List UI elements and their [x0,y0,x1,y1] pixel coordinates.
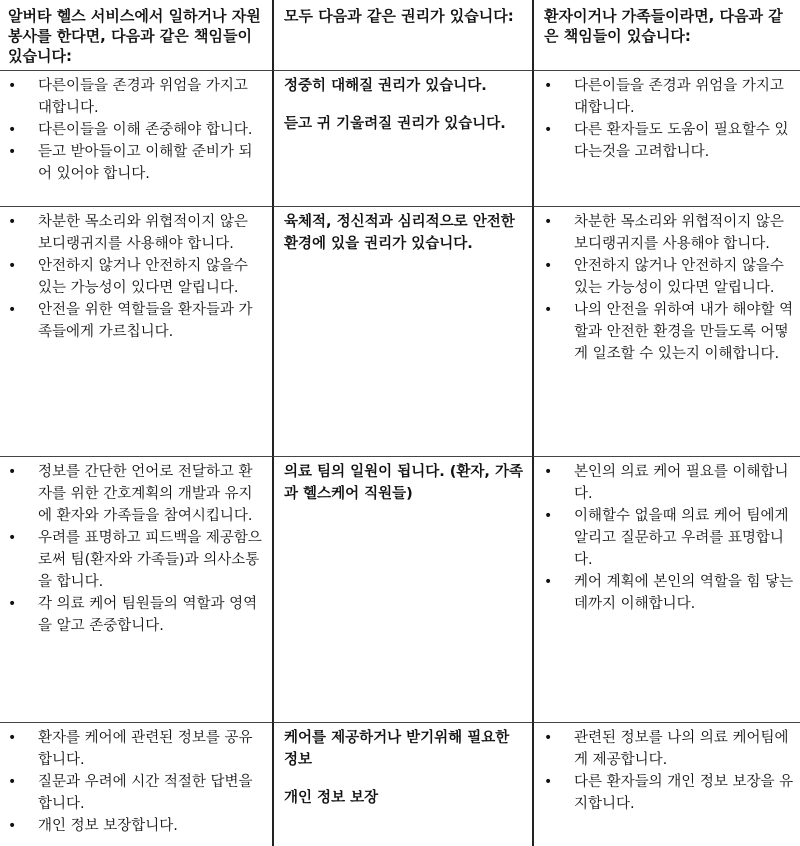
row2-patient [532,206,800,456]
row1-rights [272,70,532,206]
row1-patient [532,70,800,206]
list-item: • 케어 계획에 본인의 역할을 힘 닿는 데까지 이해합니다. [544,571,794,615]
list-item: • 안전하지 않거나 안전하지 않을수 있는 가능성이 있다면 알립니다. [8,255,266,299]
row3-staff [0,456,272,722]
list-item: • 차분한 목소리와 위협적이지 않은 보디랭귀지를 사용해야 합니다. [8,211,266,255]
list-item: • 본인의 의료 케어 필요를 이해합니다. [544,461,794,505]
row2-staff [0,206,272,456]
list-item: • 질문과 우려에 시간 적절한 답변을 합니다. [8,771,266,815]
list-item: • 안전하지 않거나 안전하지 않을수 있는 가능성이 있다면 알립니다. [544,255,794,299]
row1-staff [0,70,272,206]
list-item: • 환자를 케어에 관련된 정보를 공유합니다. [8,727,266,771]
list-item: • 다른이들을 이해 존중해야 합니다. [8,119,266,141]
list-item: • 나의 안전을 위하여 내가 해야할 역할과 안전한 환경을 만들도록 어떻게 일조할 수 있는지 이해합니다. [544,299,794,365]
right-text: 의료 팀의 일원이 됩니다. (환자, 가족과 헬스케어 직원들) [284,464,523,502]
row4-rights [272,722,532,846]
row4-staff [0,722,272,846]
row3-rights [272,456,532,722]
header-rights: 모두 다음과 같은 권리가 있습니다: [272,0,532,70]
list-item: • 각 의료 케어 팀원들의 역할과 영역을 알고 존중합니다. [8,593,266,637]
right-text: 개인 정보 보장 [284,790,379,806]
list-item: • 개인 정보 보장합니다. [8,815,266,837]
row2-rights [272,206,532,456]
list-item: • 다른이들을 존경과 위엄을 가지고 대합니다. [544,75,794,119]
header-patient: 환자이거나 가족들이라면, 다음과 같은 책임들이 있습니다: [532,0,800,70]
right-text: 듣고 귀 기울려질 권리가 있습니다. [284,116,506,132]
right-text: 케어를 제공하거나 받기위해 필요한 정보 [284,730,510,768]
list-item: • 관련된 정보를 나의 의료 케어팀에게 제공합니다. [544,727,794,771]
row3-patient [532,456,800,722]
row4-patient [532,722,800,846]
list-item: • 이해할수 없을때 의료 케어 팀에게 알리고 질문하고 우려를 표명합니다. [544,505,794,571]
list-item: • 듣고 받아들이고 이해할 준비가 되어 있어야 합니다. [8,141,266,185]
list-item: • 다른 환자들의 개인 정보 보장을 유지합니다. [544,771,794,815]
header-staff: 알버타 헬스 서비스에서 일하거나 자원봉사를 한다면, 다음과 같은 책임들이 있습니다: [8,7,261,65]
list-item: • 다른이들을 존경과 위엄을 가지고 대합니다. [8,75,266,119]
list-item: • 다른 환자들도 도움이 필요할수 있다는것을 고려합니다. [544,119,794,163]
right-text: 육체적, 정신적과 심리적으로 안전한 환경에 있을 권리가 있습니다. [284,214,515,252]
list-item: • 안전을 위한 역할들을 환자들과 가족들에게 가르칩니다. [8,299,266,343]
list-item: • 차분한 목소리와 위협적이지 않은 보디랭귀지를 사용해야 합니다. [544,211,794,255]
right-text: 정중히 대해질 권리가 있습니다. [284,78,487,94]
list-item: • 정보를 간단한 언어로 전달하고 환자를 위한 간호계획의 개발과 유지에 환자와 가족들을 참여시킵니다. [8,461,266,527]
list-item: • 우려를 표명하고 피드백을 제공함으로써 팀(환자와 가족들)과 의사소통을 합니다. [8,527,266,593]
